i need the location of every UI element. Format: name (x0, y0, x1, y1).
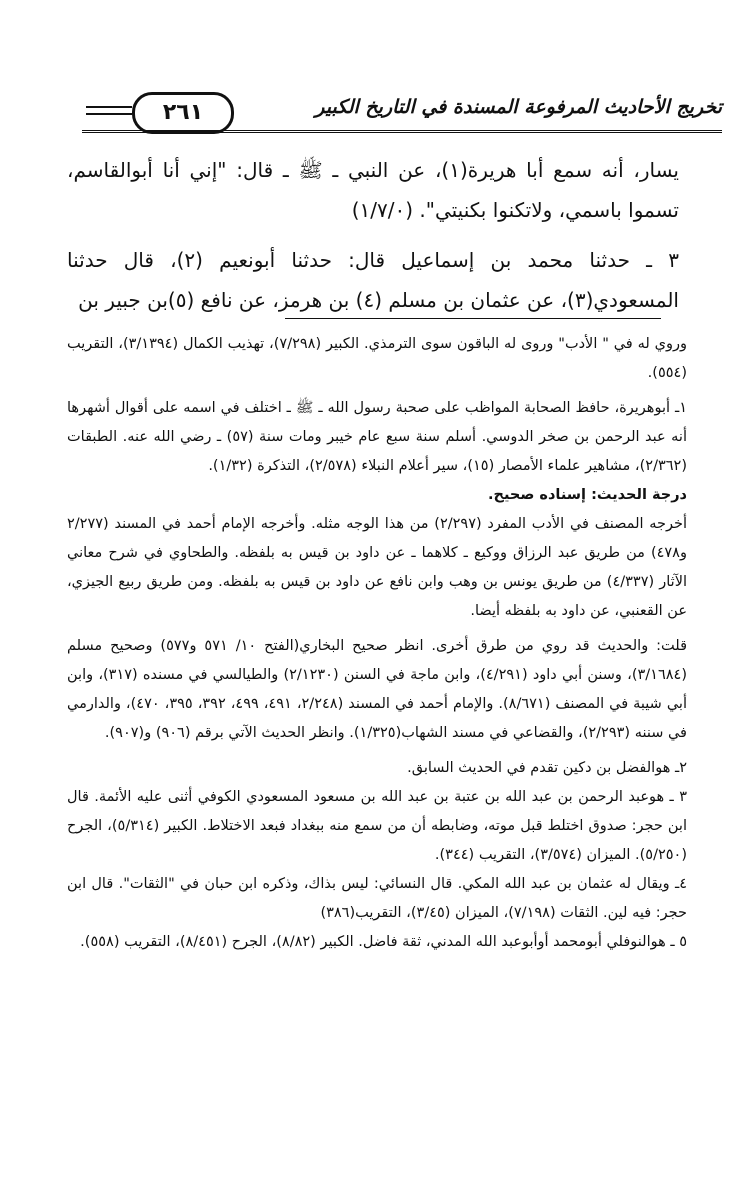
header-ornament-line (86, 113, 132, 115)
footnote-1: ١ـ أبوهريرة، حافظ الصحابة المواظب على صحبة رسول الله ـ ﷺ ـ اختلف في اسمه على أقوال أشهرها أنه عبد الرحمن بن صخر الدوسي. أسلم سنة سبع عام خيبر ومات سنة (٥٧) ـ رضي الله عنه. الطبقات (٢/٣٦٢)، مشاهير علماء الأمصار (١٥)، سير أعلام النبلاء (٢/٥٧٨)، التذكرة (١/٣٢). (67, 400, 687, 474)
qult-paragraph: قلت: والحديث قد روي من طرق أخرى. انظر صحيح البخاري(الفتح ١٠/ ٥٧١ و٥٧٧) وصحيح مسلم (٣/١٦٨٤)، وسنن أبي داود (٤/٢٩١)، وابن ماجة في السنن (٢/١٢٣٠) والطيالسي في مسنده (٣١٧)، وابن أبي شيبة في المصنف (٨/٦٧١). والإمام أحمد في المسند (٢/٢٤٨، ٤٩١، ٤٩٩، ٣٩٢، ٣٩٥، ٤٧٠)، والدارمي في سننه (٢/٢٩٣)، والقضاعي في مسند الشهاب(١/٣٢٥). وانظر الحديث الآتي برقم (٩٠٦) و(٩٠٧). (67, 638, 687, 741)
main-paragraph-hadith-2: يسار، أنه سمع أبا هريرة(١)، عن النبي ـ ﷺ ـ قال: "إني أنا أبوالقاسم، تسموا باسمي، ولاتكنوا بكنيتي". (١/٧/٠) (67, 158, 679, 222)
main-text (67, 150, 679, 320)
main-paragraph-hadith-3: ٣ ـ حدثنا محمد بن إسماعيل قال: حدثنا أبونعيم (٢)، قال حدثنا المسعودي(٣)، عن عثمان بن مسلم (٤) بن هرمز، عن نافع (٥)بن جبير بن (67, 248, 679, 312)
header-rule (82, 130, 722, 133)
running-title: تخريج الأحاديث المرفوعة المسندة في التاريخ الكبير (315, 96, 722, 118)
footnote-2: ٢ـ هوالفضل بن دكين تقدم في الحديث السابق. (407, 760, 687, 776)
footnote-separator (285, 318, 661, 319)
takhrij-paragraph: أخرجه المصنف في الأدب المفرد (٢/٢٩٧) من هذا الوجه مثله. وأخرجه الإمام أحمد في المسند (٢/٢٧٧ و٤٧٨) من طريق عبد الرزاق ووكيع ـ كلاهما ـ عن داود بن قيس به بلفظه. والطحاوي في شرح معاني الآثار (٤/٣٣٧) من طريق يونس بن وهب وابن نافع عن داود بن قيس به بلفظه. ومن طريق ربيع الجيزي، عن القعنبي، عن داود به بلفظه أيضا. (67, 516, 688, 619)
header-ornament-line (86, 106, 132, 108)
footnotes (67, 330, 687, 957)
footnote-4: ٤ـ ويقال له عثمان بن عبد الله المكي. قال النسائي: ليس بذاك، وذكره ابن حبان في "الثقات". قال ابن حجر: فيه لين. الثقات (٧/١٩٨)، الميزان (٣/٤٥)، التقريب(٣٨٦) (67, 876, 687, 921)
hadith-grade: درجة الحديث: إسناده صحيح. (488, 487, 687, 503)
footnote-5: ٥ ـ هوالنوفلي أبومحمد أوأبوعبد الله المدني، ثقة فاضل. الكبير (٨/٨٢)، الجرح (٨/٤٥١)، التقريب (٥٥٨). (80, 934, 687, 950)
page-number-badge: ٢٦١ (132, 92, 234, 134)
footnote-continuation: وروي له في " الأدب" وروى له الباقون سوى الترمذي. الكبير (٧/٢٩٨)، تهذيب الكمال (٣/١٣٩٤)، التقريب (٥٥٤). (67, 336, 687, 381)
footnote-3: ٣ ـ هوعبد الرحمن بن عبد الله بن عتبة بن عبد الله بن مسعود المسعودي الكوفي أثنى عليه الأئمة. قال ابن حجر: صدوق اختلط قبل موته، وضابطه أن من سمع منه ببغداد فبعد الاختلاط. الكبير (٥/٣١٤)، الجرح (٥/٢٥٠). الميزان (٣/٥٧٤)، التقريب (٣٤٤). (67, 789, 687, 863)
